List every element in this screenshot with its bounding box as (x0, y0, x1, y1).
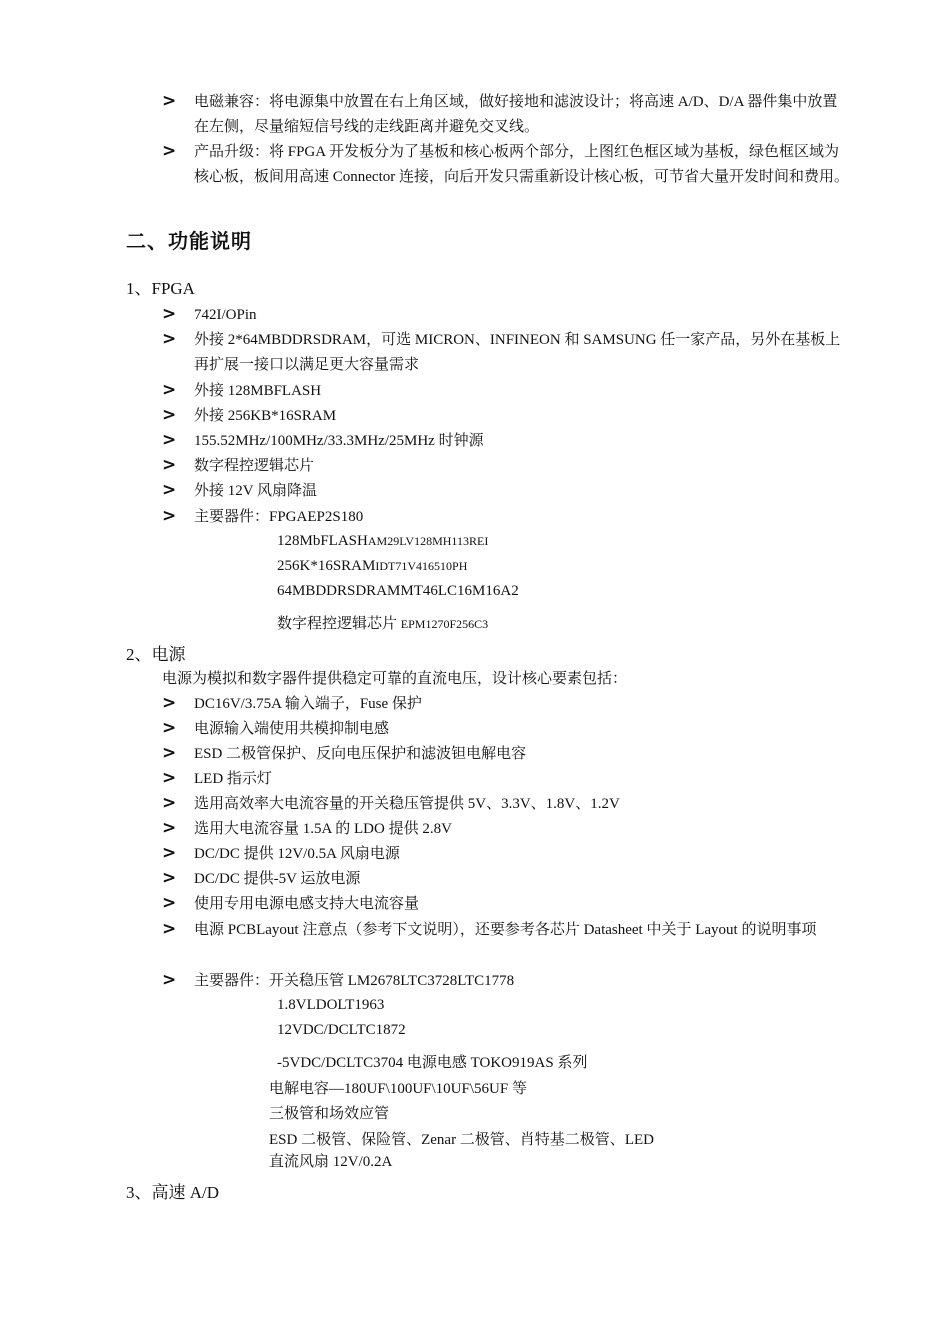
subsection-heading-adc: 3、高速 A/D (126, 1183, 220, 1202)
bullet-text: 外接 128MBFLASH (194, 383, 322, 399)
arrow-bullet-icon: > (162, 843, 177, 863)
arrow-bullet-icon: > (162, 818, 177, 838)
bullet-text: 电源 PCBLayout 注意点（参考下文说明），还要参考各芯片 Datasheet 中关于 Layout 的说明事项 (194, 922, 817, 938)
component-line (277, 583, 519, 600)
component-line (277, 612, 488, 633)
bullet-item (162, 842, 852, 867)
bullet-item (162, 303, 852, 328)
bullet-item (162, 328, 852, 378)
bullet-text: DC/DC 提供 12V/0.5A 风扇电源 (194, 846, 400, 862)
component-name: 数字程控逻辑芯片 (277, 616, 401, 632)
arrow-bullet-icon: > (162, 743, 177, 763)
bullet-text: 使用专用电源电感支持大电流容量 (194, 896, 420, 912)
bullet-text: 外接 12V 风扇降温 (194, 483, 318, 499)
bullet-text: 主要器件：开关稳压管 LM2678LTC3728LTC1778 (194, 973, 515, 989)
bullet-item (162, 692, 852, 717)
bullet-item (162, 792, 852, 817)
bullet-text: 742I/OPin (194, 307, 257, 323)
component-part: EPM1270F256C3 (400, 617, 489, 631)
bullet-text: 数字程控逻辑芯片 (194, 458, 315, 474)
bullet-item (162, 140, 852, 190)
bullet-text: DC/DC 提供-5V 运放电源 (194, 871, 361, 887)
arrow-bullet-icon: > (162, 768, 177, 788)
arrow-bullet-icon: > (162, 970, 177, 990)
arrow-bullet-icon: > (162, 405, 177, 425)
component-name: 64MBDDRSDRAMMT46LC16M16A2 (277, 583, 519, 599)
component-part: AM29LV128MH113REI (367, 534, 489, 548)
component-line: 电解电容—180UF\100UF\10UF\56UF 等 (269, 1081, 527, 1097)
arrow-bullet-icon: > (162, 480, 177, 500)
bullet-item (162, 817, 852, 842)
bullet-item (162, 404, 852, 429)
component-name: 256K*16SRAM (277, 558, 376, 574)
bullet-item (162, 742, 852, 767)
component-line (277, 533, 488, 550)
component-name: 128MbFLASH (277, 533, 368, 549)
bullet-item (162, 429, 852, 454)
bullet-text: LED 指示灯 (194, 771, 272, 787)
power-intro: 电源为模拟和数字器件提供稳定可靠的直流电压，设计核心要素包括： (162, 671, 628, 687)
arrow-bullet-icon: > (162, 380, 177, 400)
bullet-item (162, 90, 852, 140)
bullet-text: 产品升级：将 FPGA 开发板分为了基板和核心板两个部分，上图红色框区域为基板，绿色框区域为核心板，板间用高速 Connector 连接，向后开发只需重新设计核心板，可节省大量开发时间和费用。 (194, 144, 849, 185)
subsection-heading-fpga: 1、FPGA (126, 279, 195, 298)
component-line: 12VDC/DCLTC1872 (277, 1022, 406, 1038)
arrow-bullet-icon: > (162, 693, 177, 713)
component-line: 三极管和场效应管 (269, 1106, 390, 1122)
arrow-bullet-icon: > (162, 718, 177, 738)
arrow-bullet-icon: > (162, 793, 177, 813)
arrow-bullet-icon: > (162, 506, 177, 526)
bullet-item (162, 767, 852, 792)
bullet-text: 155.52MHz/100MHz/33.3MHz/25MHz 时钟源 (194, 433, 484, 449)
bullet-text: 选用大电流容量 1.5A 的 LDO 提供 2.8V (194, 821, 452, 837)
bullet-text: 外接 256KB*16SRAM (194, 408, 337, 424)
bullet-text: ESD 二极管保护、反向电压保护和滤波钽电解电容 (194, 746, 527, 762)
component-line: 1.8VLDOLT1963 (277, 997, 385, 1013)
bullet-item (162, 454, 852, 479)
bullet-item (162, 969, 852, 994)
arrow-bullet-icon: > (162, 455, 177, 475)
arrow-bullet-icon: > (162, 141, 177, 161)
arrow-bullet-icon: > (162, 91, 177, 111)
subsection-heading-power: 2、电源 (126, 645, 186, 664)
component-line (277, 558, 467, 575)
arrow-bullet-icon: > (162, 868, 177, 888)
bullet-text: 外接 2*64MBDDRSDRAM，可选 MICRON、INFINEON 和 SAMSUNG 任一家产品，另外在基板上再扩展一接口以满足更大容量需求 (194, 332, 841, 373)
bullet-item (162, 717, 852, 742)
bullet-item (162, 379, 852, 404)
arrow-bullet-icon: > (162, 430, 177, 450)
bullet-item (162, 867, 852, 892)
bullet-text: 选用高效率大电流容量的开关稳压管提供 5V、3.3V、1.8V、1.2V (194, 796, 620, 812)
component-line: 直流风扇 12V/0.2A (269, 1154, 393, 1170)
component-part: IDT71V416510PH (375, 559, 468, 573)
section-title: 二、功能说明 (126, 229, 252, 253)
bullet-item (162, 918, 852, 943)
bullet-item (162, 505, 852, 530)
bullet-text: 电磁兼容：将电源集中放置在右上角区域，做好接地和滤波设计；将高速 A/D、D/A 器件集中放置在左侧，尽量缩短信号线的走线距离并避免交叉线。 (194, 94, 838, 135)
bullet-text: DC16V/3.75A 输入端子，Fuse 保护 (194, 696, 422, 712)
bullet-item (162, 479, 852, 504)
arrow-bullet-icon: > (162, 893, 177, 913)
component-line: ESD 二极管、保险管、Zenar 二极管、肖特基二极管、LED (269, 1132, 654, 1148)
arrow-bullet-icon: > (162, 304, 177, 324)
bullet-item (162, 892, 852, 917)
bullet-text: 电源输入端使用共模抑制电感 (194, 721, 390, 737)
component-line: -5VDC/DCLTC3704 电源电感 TOKO919AS 系列 (277, 1055, 588, 1071)
arrow-bullet-icon: > (162, 329, 177, 349)
bullet-text: 主要器件：FPGAEP2S180 (194, 509, 364, 525)
arrow-bullet-icon: > (162, 919, 177, 939)
